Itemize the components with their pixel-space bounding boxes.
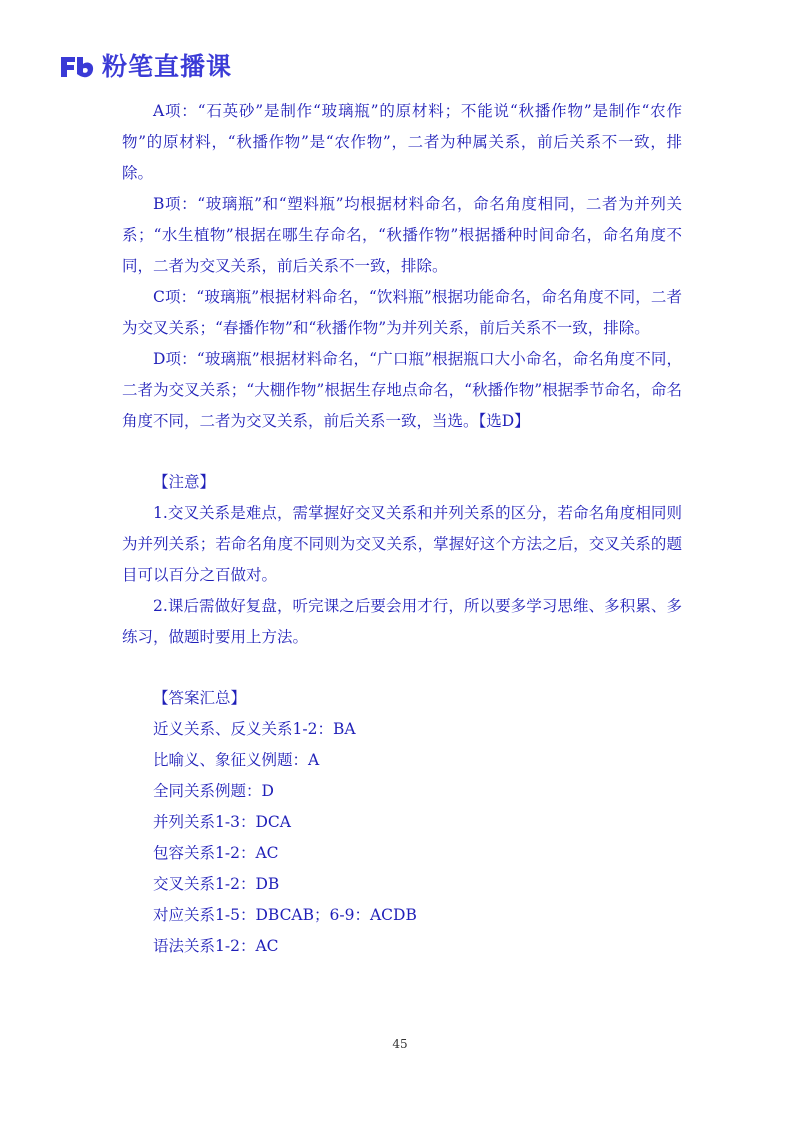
answer-summary-title: 【答案汇总】 xyxy=(153,689,247,707)
note-item-2: 2.课后需做好复盘，听完课之后要会用才行，所以要多学习思维、多积累、多练习，做题时要用上方法。 xyxy=(122,597,682,646)
answer-item: 并列关系1-3：DCA xyxy=(153,813,291,831)
note-title: 【注意】 xyxy=(153,473,216,491)
answer-item: 对应关系1-5：DBCAB；6-9：ACDB xyxy=(153,906,417,924)
answer-item: 比喻义、象征义例题：A xyxy=(153,751,320,769)
page-number: 45 xyxy=(392,1037,408,1051)
answer-item: 包容关系1-2：AC xyxy=(153,844,279,862)
answer-item: 近义关系、反义关系1-2：BA xyxy=(153,720,356,738)
answer-item: 语法关系1-2：AC xyxy=(153,937,279,955)
analysis-paragraph-b: B项：“玻璃瓶”和“塑料瓶”均根据材料命名，命名角度相同，二者为并列关系；“水生植物”根据在哪生存命名，“秋播作物”根据播种时间命名，命名角度不同，二者为交叉关系，前后关系不一致，排除。 xyxy=(122,195,682,275)
analysis-paragraph-a: A项：“石英砂”是制作“玻璃瓶”的原材料；不能说“秋播作物”是制作“农作物”的原材料，“秋播作物”是“农作物”，二者为种属关系，前后关系不一致，排除。 xyxy=(122,102,682,182)
analysis-paragraph-c: C项：“玻璃瓶”根据材料命名，“饮料瓶”根据功能命名，命名角度不同，二者为交叉关系；“春播作物”和“秋播作物”为并列关系，前后关系不一致，排除。 xyxy=(122,288,682,337)
analysis-paragraph-d: D项：“玻璃瓶”根据材料命名，“广口瓶”根据瓶口大小命名，命名角度不同，二者为交叉关系；“大棚作物”根据生存地点命名，“秋播作物”根据季节命名，命名角度不同，二者为交叉关系，前后关系一致，当选。【选D】 xyxy=(122,350,682,430)
fb-logo-icon xyxy=(58,54,94,80)
answer-item: 全同关系例题：D xyxy=(153,782,274,800)
answer-item: 交叉关系1-2：DB xyxy=(153,875,280,893)
note-item-1: 1.交叉关系是难点，需掌握好交叉关系和并列关系的区分，若命名角度相同则为并列关系；若命名角度不同则为交叉关系，掌握好这个方法之后，交叉关系的题目可以百分之百做对。 xyxy=(122,504,682,584)
logo-text: 粉笔直播课 xyxy=(102,52,233,81)
page-content xyxy=(122,96,682,962)
brand-logo xyxy=(58,52,232,82)
